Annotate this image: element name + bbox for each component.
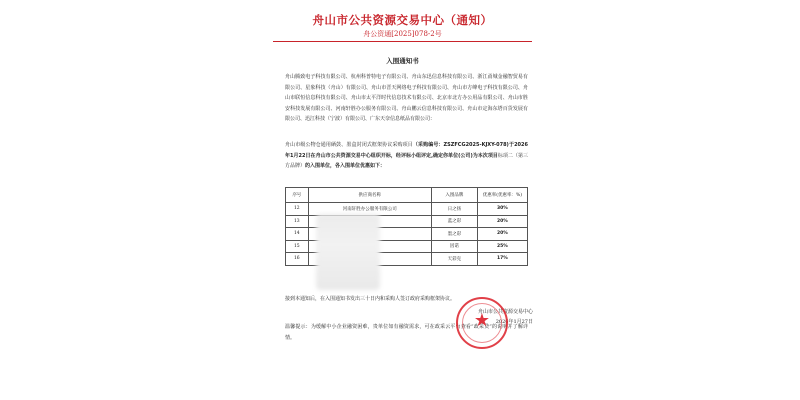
row-no: 14 xyxy=(286,228,309,241)
notice-heading: 入围通知书 xyxy=(386,57,419,65)
row-brand: 墨之彩 xyxy=(431,228,477,241)
seal-star-icon: ★ xyxy=(473,310,491,331)
reminder-paragraph: 温馨提示：为缓解中小企业融资困难，贵单位如有融资需求，可在政采云平台查看“政采贷”的说明并了解详情。 xyxy=(285,324,528,341)
row-no: 16 xyxy=(286,253,309,266)
row-rate: 20% xyxy=(477,215,527,228)
issue-date: 2026年1月27日 xyxy=(495,319,533,325)
row-rate: 20% xyxy=(477,228,527,241)
official-seal xyxy=(456,297,508,349)
body-highlight-2: 的入围单位，各入围单位优惠如下： xyxy=(305,163,386,169)
row-no: 13 xyxy=(286,215,309,228)
body-paragraph xyxy=(285,140,528,172)
document-number: 舟公资通[2025]078-2号 xyxy=(363,30,442,38)
header-supplier: 供应商名称 xyxy=(308,188,431,203)
row-brand: 天彩克 xyxy=(431,253,477,266)
body-text-2: 标项二（第三方品牌） xyxy=(285,152,528,169)
header-no: 序号 xyxy=(286,188,309,203)
body-highlight-1: （采购编号：ZSZFCG2025-KJXY-078)于2026年1月22日在舟山市公共资源交易中心组织开标，经评标小组评定,确定你单位(公司)为本次项目 xyxy=(285,142,528,159)
row-rate: 17% xyxy=(477,253,527,266)
row-brand: 因诺 xyxy=(431,240,477,253)
table-header-row xyxy=(286,188,528,203)
row-supplier: 河南轩胜办公服务有限公司 xyxy=(308,203,431,216)
header-rate: 优惠率(优惠率：%) xyxy=(477,188,527,203)
row-rate: 25% xyxy=(477,240,527,253)
row-rate: 30% xyxy=(477,203,527,216)
document-title: 舟山市公共资源交易中心（通知） xyxy=(312,13,493,27)
row-no: 15 xyxy=(286,240,309,253)
row-brand: 日之扬 xyxy=(431,203,477,216)
redacted-area xyxy=(316,214,380,290)
header-brand: 入围品牌 xyxy=(431,188,477,203)
recipients-paragraph: 舟山腾致电子科技有限公司、杭州科普特电子有限公司、舟山东迅信息科技有限公司、浙江甬城金融智贸易有限公司、星象科技（舟山）有限公司、舟山市晋天网络电子科技有限公司、舟山市方峰电子科技有限公司、舟山市联恒信息科技有限公司、舟山市太平洋时代信息技术有限公司、北京市北方办公用品有限公司、舟山市胜安科技发展有限公司、河南轩胜办公服务有限公司、舟山鹏云信息科技有限公司、舟山市定海东塔百货发展有限公司、迅江科技（宁波）有限公司、广东天奈信息纸品有限公司： xyxy=(285,74,528,122)
red-divider xyxy=(273,41,532,42)
issuing-organization: 舟山市公共资源交易中心 xyxy=(477,309,533,315)
row-brand: 蓝之彩 xyxy=(431,215,477,228)
closing-paragraph: 接到本通知后，在入围通知书发出三十日内和采购人签订政府采购框架协议。 xyxy=(285,296,456,302)
notice-document xyxy=(265,0,540,400)
body-text-1: 舟山市级公物仓通用硒鼓、墨盒封闭式框架协议采购项目 xyxy=(285,142,413,148)
row-no: 12 xyxy=(286,203,309,216)
